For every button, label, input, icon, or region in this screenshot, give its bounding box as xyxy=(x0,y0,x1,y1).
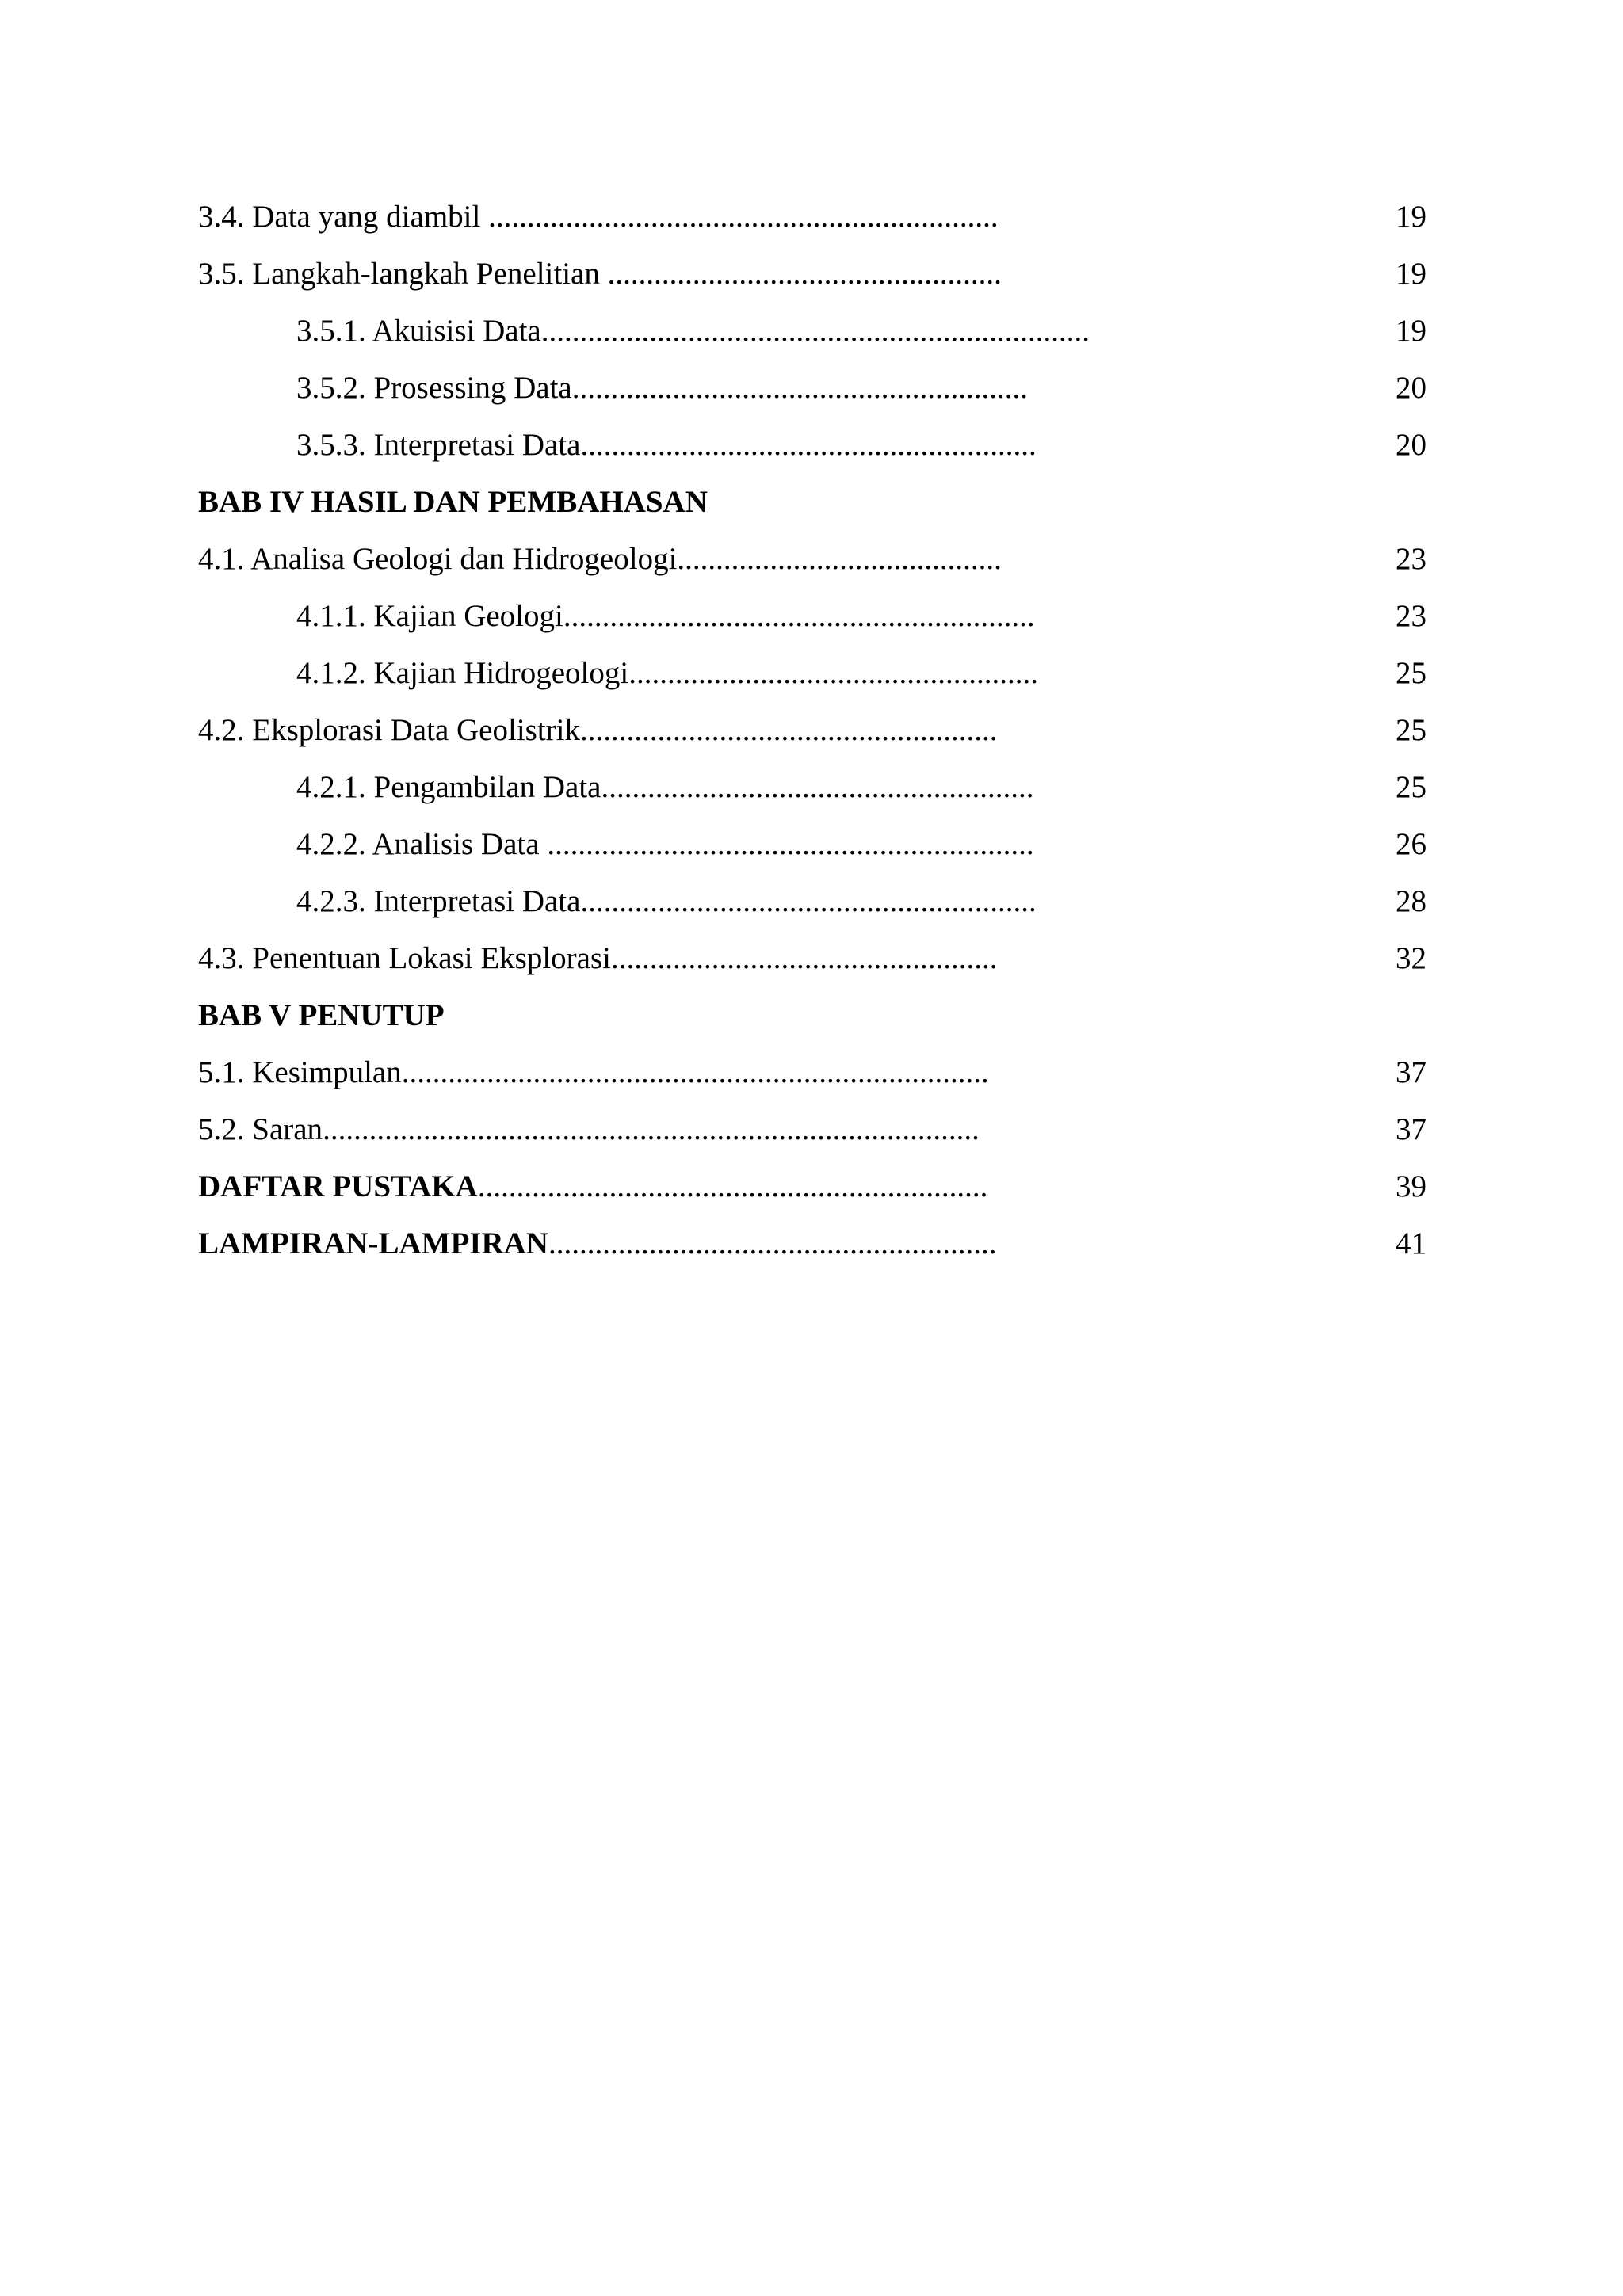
toc-dot-leader: ........................................................... xyxy=(580,884,1037,918)
toc-page-number: 28 xyxy=(1396,884,1426,918)
toc-entry-title: 5.1. Kesimpulan xyxy=(198,1055,402,1089)
toc-entry-title: 4.2.2. Analisis Data xyxy=(296,827,548,861)
toc-entry-3-5-1 xyxy=(198,307,1426,364)
toc-entry-4-1 xyxy=(198,536,1426,593)
toc-page-number: 25 xyxy=(1396,770,1426,804)
toc-dot-leader: .................................................................. xyxy=(488,200,999,234)
toc-entry-title: 4.2.1. Pengambilan Data xyxy=(296,770,601,804)
toc-page-number: 23 xyxy=(1396,599,1426,633)
toc-page-number: 41 xyxy=(1396,1226,1426,1261)
toc-page-number: 32 xyxy=(1396,941,1426,975)
toc-entry-4-2-3 xyxy=(198,878,1426,935)
toc-dot-leader: .......................................... xyxy=(677,542,1002,576)
toc-entry-title: DAFTAR PUSTAKA xyxy=(198,1169,478,1203)
toc-entry-5-1 xyxy=(198,1049,1426,1106)
toc-entry-title: 3.5.3. Interpretasi Data xyxy=(296,428,581,462)
toc-entry-title: 3.4. Data yang diambil xyxy=(198,200,489,234)
toc-page-number: 19 xyxy=(1396,200,1426,234)
toc-entry-3-5 xyxy=(198,250,1426,307)
toc-entry-title: 4.1.1. Kajian Geologi xyxy=(296,599,563,633)
toc-entry-title: 4.2. Eksplorasi Data Geolistrik xyxy=(198,713,580,747)
toc-page-number: 19 xyxy=(1396,257,1426,291)
toc-entry-4-2 xyxy=(198,707,1426,764)
toc-entry-4-3 xyxy=(198,935,1426,992)
toc-entry-5-2 xyxy=(198,1106,1426,1163)
toc-page-number: 25 xyxy=(1396,713,1426,747)
toc-dot-leader: .......................................................... xyxy=(548,1226,997,1261)
toc-entry-title: 3.5. Langkah-langkah Penelitian xyxy=(198,257,608,291)
toc-chapter-heading-bab-v xyxy=(198,992,1426,1049)
toc-entry-4-2-1 xyxy=(198,764,1426,821)
toc-dot-leader: ............................................................... xyxy=(547,827,1034,861)
toc-dot-leader: .................................................................. xyxy=(477,1169,988,1203)
toc-chapter-heading-bab-iv xyxy=(198,479,1426,536)
toc-entry-4-1-2 xyxy=(198,650,1426,707)
toc-dot-leader: ........................................................... xyxy=(580,428,1037,462)
toc-dot-leader: ..................................................................................... xyxy=(323,1112,980,1146)
toc-dot-leader: ........................................................... xyxy=(571,371,1028,405)
toc-entry-title: 3.5.1. Akuisisi Data xyxy=(296,314,541,348)
toc-entry-3-5-3 xyxy=(198,421,1426,479)
toc-entry-title: BAB IV HASIL DAN PEMBAHASAN xyxy=(198,485,708,519)
toc-dot-leader: ................................................... xyxy=(607,257,1002,291)
toc-entry-title: LAMPIRAN-LAMPIRAN xyxy=(198,1226,548,1261)
toc-page-number: 26 xyxy=(1396,827,1426,861)
toc-entry-title: 3.5.2. Prosessing Data xyxy=(296,371,572,405)
toc-page-number: 23 xyxy=(1396,542,1426,576)
toc-dot-leader: ............................................................. xyxy=(563,599,1035,633)
toc-page-number: 37 xyxy=(1396,1112,1426,1146)
toc-dot-leader: ..................................................... xyxy=(628,656,1038,690)
toc-dot-leader: .................................................. xyxy=(611,941,998,975)
toc-page-number: 19 xyxy=(1396,314,1426,348)
toc-entry-title: BAB V PENUTUP xyxy=(198,998,445,1032)
toc-entry-daftar-pustaka xyxy=(198,1163,1426,1220)
toc-page-number: 37 xyxy=(1396,1055,1426,1089)
toc-dot-leader: ...................................................... xyxy=(580,713,998,747)
toc-dot-leader: ........................................................ xyxy=(601,770,1034,804)
toc-entry-3-4 xyxy=(198,193,1426,250)
toc-page-number: 39 xyxy=(1396,1169,1426,1203)
toc-entry-4-1-1 xyxy=(198,593,1426,650)
toc-entry-title: 4.1.2. Kajian Hidrogeologi xyxy=(296,656,629,690)
toc-entry-title: 4.1. Analisa Geologi dan Hidrogeologi xyxy=(198,542,678,576)
toc-entry-3-5-2 xyxy=(198,364,1426,421)
toc-dot-leader: ............................................................................ xyxy=(401,1055,989,1089)
toc-page-number: 20 xyxy=(1396,371,1426,405)
toc-page-number: 25 xyxy=(1396,656,1426,690)
toc-entry-lampiran xyxy=(198,1220,1426,1277)
toc-entry-title: 4.2.3. Interpretasi Data xyxy=(296,884,581,918)
toc-entry-title: 5.2. Saran xyxy=(198,1112,323,1146)
toc-entry-title: 4.3. Penentuan Lokasi Eksplorasi xyxy=(198,941,611,975)
toc-entry-4-2-2 xyxy=(198,821,1426,878)
table-of-contents xyxy=(198,193,1426,1277)
toc-page-number: 20 xyxy=(1396,428,1426,462)
toc-dot-leader: ....................................................................... xyxy=(540,314,1090,348)
